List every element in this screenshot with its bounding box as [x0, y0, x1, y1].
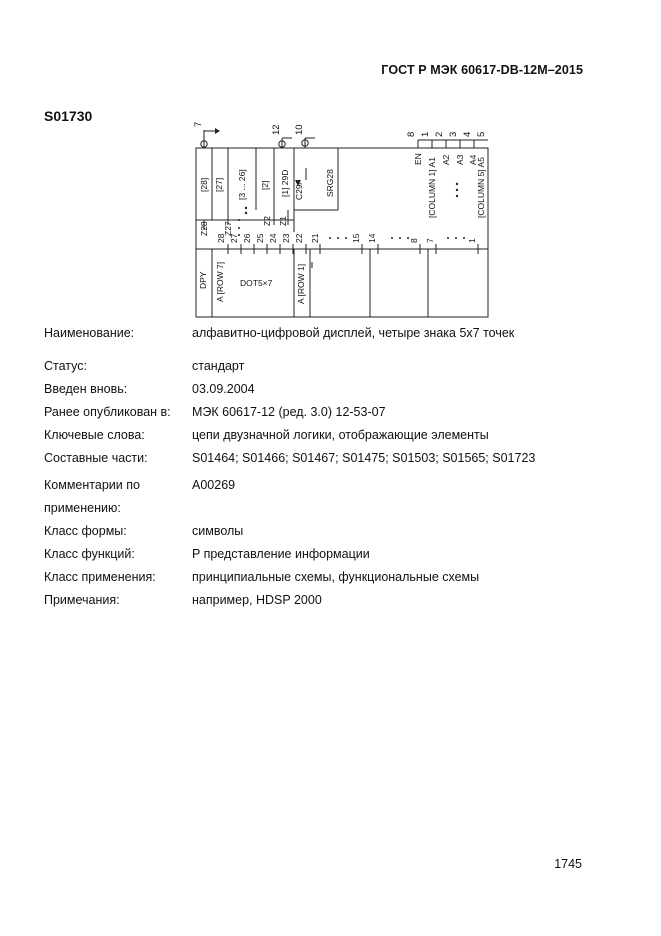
- field-name: [44, 322, 604, 345]
- field-label: Класс формы:: [44, 524, 127, 538]
- field-label: Класс функций:: [44, 547, 135, 561]
- pin-21: 21: [310, 233, 320, 243]
- field-function-class: [44, 543, 604, 566]
- field-published: [44, 401, 604, 424]
- field-label: Составные части:: [44, 451, 148, 465]
- pin-label-10: 10: [294, 124, 305, 135]
- label-dpy: DPY: [198, 271, 208, 289]
- label-srg28: SRG28: [325, 169, 335, 197]
- field-form-class: [44, 520, 604, 543]
- pin-23: 23: [281, 233, 291, 243]
- label-a4: A4: [468, 154, 478, 165]
- field-value: символы: [192, 524, 244, 538]
- field-keywords: [44, 424, 604, 447]
- field-comments: [44, 474, 604, 497]
- pin-8: 8: [409, 238, 419, 243]
- field-label: Класс применения:: [44, 570, 156, 584]
- label-a3: A3: [455, 154, 465, 165]
- pin-27: 27: [229, 233, 239, 243]
- pin-15: 15: [351, 233, 361, 243]
- label-b27: [27]: [214, 177, 224, 192]
- pin-28: 28: [216, 233, 226, 243]
- field-value: 03.09.2004: [192, 382, 255, 396]
- label-b3-26: [3 ... 26]: [237, 169, 247, 200]
- label-column-5-a5: [COLUMN 5] A5: [476, 157, 486, 218]
- pin-26: 26: [242, 233, 252, 243]
- field-notes: [44, 589, 604, 612]
- pin-label-7: 7: [193, 121, 204, 127]
- pin-22: 22: [294, 233, 304, 243]
- pin-7: 7: [425, 238, 435, 243]
- label-b1-29d: [1] 29D: [280, 169, 290, 197]
- pin-label-1: 1: [420, 131, 431, 137]
- label-b28: [28]: [199, 177, 209, 192]
- label-dot5x7: DOT5×7: [240, 278, 273, 288]
- label-row-7: A [ROW 7]: [215, 261, 225, 302]
- label-z27: Z27: [223, 221, 233, 236]
- label-column-1-a1: [COLUMN 1] A1: [427, 157, 437, 218]
- page-number: 1745: [554, 857, 582, 871]
- field-label: Введен вновь:: [44, 382, 128, 396]
- pin-label-8: 8: [406, 131, 417, 137]
- label-c29: C29/: [294, 182, 304, 200]
- label-z1: Z1: [278, 216, 288, 226]
- field-parts: [44, 447, 604, 470]
- label-b2: [2]: [260, 180, 270, 190]
- field-label: Комментарии по: [44, 478, 140, 492]
- field-value: A00269: [192, 478, 236, 492]
- field-introduced: [44, 378, 604, 401]
- pin-14: 14: [367, 233, 377, 243]
- pin-label-4: 4: [462, 131, 473, 137]
- field-value: алфавитно-цифровой дисплей, четыре знака 5х7 точек: [192, 326, 515, 340]
- field-label: применению:: [44, 501, 121, 515]
- field-value: стандарт: [192, 359, 245, 373]
- symbol-code: S01730: [44, 108, 93, 124]
- pin-label-3: 3: [448, 131, 459, 137]
- field-application-class: [44, 566, 604, 589]
- field-label: Ключевые слова:: [44, 428, 145, 442]
- label-z2: Z2: [262, 216, 272, 226]
- pin-24: 24: [268, 233, 278, 243]
- field-value: принципиальные схемы, функциональные схемы: [192, 570, 480, 584]
- document-header: ГОСТ Р МЭК 60617-DB-12M–2015: [381, 63, 583, 77]
- label-a2: A2: [441, 154, 451, 165]
- pin-label-5: 5: [476, 131, 487, 137]
- field-label: Ранее опубликован в:: [44, 405, 171, 419]
- field-label: Наименование:: [44, 326, 135, 340]
- label-en: EN: [413, 153, 423, 165]
- field-label: Статус:: [44, 359, 87, 373]
- pin-25: 25: [255, 233, 265, 243]
- label-z28: Z28: [199, 221, 209, 236]
- pin-1: 1: [467, 238, 477, 243]
- pin-label-12: 12: [271, 124, 282, 135]
- field-value: P представление информации: [192, 547, 370, 561]
- label-row-1: A [ROW 1]: [296, 263, 306, 304]
- field-comments-cont: [44, 497, 604, 520]
- field-value: S01464; S01466; S01467; S01475; S01503; S01565; S01723: [192, 451, 536, 465]
- pin-label-2: 2: [434, 131, 445, 137]
- field-status: [44, 355, 604, 378]
- field-label: Примечания:: [44, 593, 120, 607]
- field-value: например, HDSP 2000: [192, 593, 322, 607]
- field-value: МЭК 60617-12 (ред. 3.0) 12-53-07: [192, 405, 386, 419]
- metadata-fields: [44, 322, 604, 612]
- field-value: цепи двузначной логики, отображающие элементы: [192, 428, 489, 442]
